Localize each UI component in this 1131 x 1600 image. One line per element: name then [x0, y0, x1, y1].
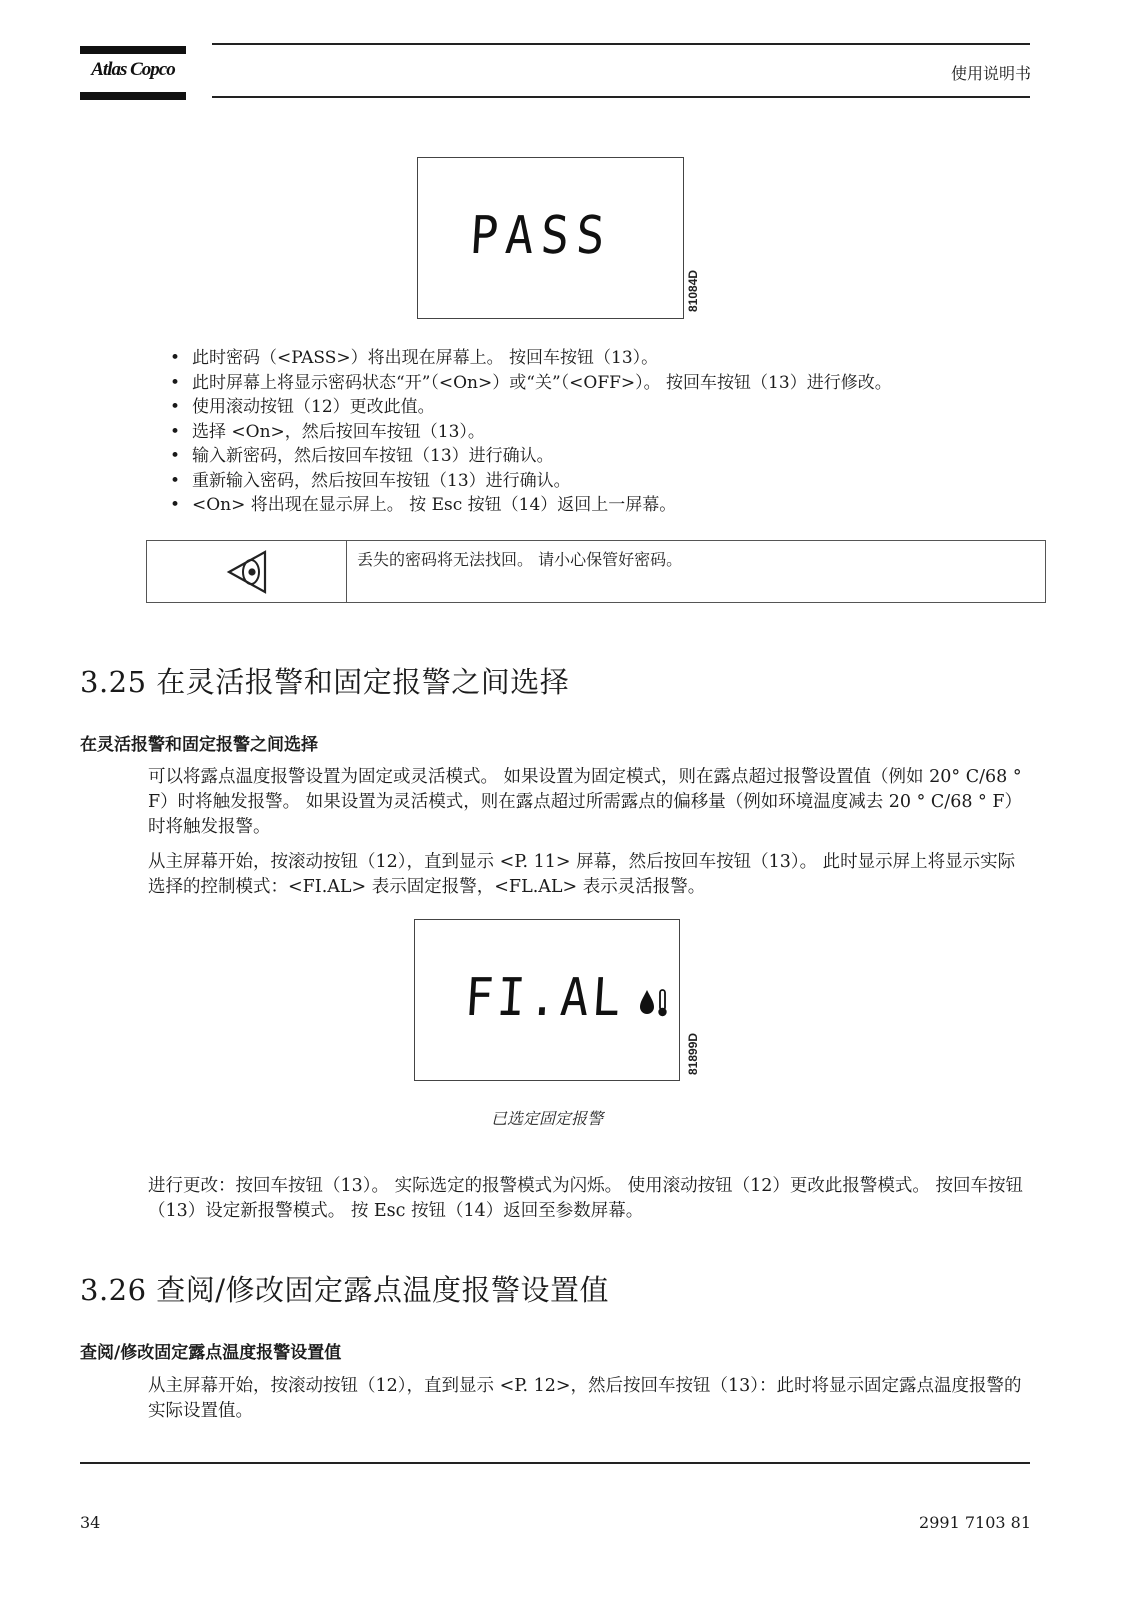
lcd-display-text: FI.AL [463, 968, 626, 1028]
subheading-3-25: 在灵活报警和固定报警之间选择 [80, 735, 318, 755]
eye-warning-icon [225, 549, 271, 595]
lcd-display-text: PASS [468, 206, 614, 266]
document-number: 2991 7103 81 [919, 1513, 1031, 1532]
page-number: 34 [80, 1513, 101, 1532]
header-rule-bottom [212, 96, 1030, 98]
paragraph: 从主屏幕开始，按滚动按钮（12），直到显示 <P. 12>，然后按回车按钮（13）：此时将显示固定露点温度报警的实际设置值。 [148, 1376, 1022, 1421]
subheading-3-26: 查阅/修改固定露点温度报警设置值 [80, 1343, 342, 1363]
header-title: 使用说明书 [950, 64, 1031, 83]
paragraph: 从主屏幕开始，按滚动按钮（12），直到显示 <P. 11> 屏幕，然后按回车按钮（13）。 此时显示屏上将显示实际选择的控制模式：<FI.AL> 表示固定报警，<FL.AL> 表示灵活报警。 [148, 852, 1016, 897]
list-item: • <On> 将出现在显示屏上。 按 Esc 按钮（14）返回上一屏幕。 [170, 495, 677, 515]
list-item: • 选择 <On>，然后按回车按钮（13）。 [170, 421, 485, 442]
note-box [146, 540, 1046, 603]
footer-rule [80, 1462, 1030, 1464]
dewpoint-thermometer-icon [637, 986, 671, 1020]
figure-code: 81084D [686, 269, 700, 312]
section-heading-3-25: 3.25 在灵活报警和固定报警之间选择 [80, 665, 570, 699]
header-rule-top [212, 43, 1030, 45]
figure-code: 81899D [686, 1032, 700, 1075]
atlas-copco-logo [80, 46, 186, 100]
paragraph: 可以将露点温度报警设置为固定或灵活模式。 如果设置为固定模式，则在露点超过报警设置值（例如 20° C/68 ° F）时将触发报警。 如果设置为灵活模式，则在露点超过所需露点的偏移量（例如环境温度减去 20 ° C/68 ° F）时将触发报警。 [148, 767, 1022, 837]
logo-text: Atlas Copco [91, 59, 175, 80]
list-item: • 重新输入密码，然后按回车按钮（13）进行确认。 [170, 470, 571, 491]
list-item: • 输入新密码，然后按回车按钮（13）进行确认。 [170, 446, 554, 466]
lcd-figure-fial [414, 919, 680, 1081]
section-heading-3-26: 3.26 查阅/修改固定露点温度报警设置值 [80, 1273, 610, 1307]
bullet-list [170, 346, 892, 518]
list-item: • 使用滚动按钮（12）更改此值。 [170, 397, 435, 417]
lcd-figure-pass [417, 157, 684, 319]
list-item: • 此时屏幕上将显示密码状态“开”（<On>）或“关”（<OFF>）。 按回车按钮（13）进行修改。 [170, 372, 892, 393]
note-text: 丢失的密码将无法找回。 请小心保管好密码。 [357, 550, 683, 569]
figure-caption: 已选定固定报警 [491, 1109, 604, 1128]
list-item: • 此时密码（<PASS>）将出现在屏幕上。 按回车按钮（13）。 [170, 348, 659, 368]
paragraph: 进行更改：按回车按钮（13）。 实际选定的报警模式为闪烁。 使用滚动按钮（12）更改此报警模式。 按回车按钮（13）设定新报警模式。 按 Esc 按钮（14）返回至参数屏幕。 [148, 1176, 1023, 1221]
